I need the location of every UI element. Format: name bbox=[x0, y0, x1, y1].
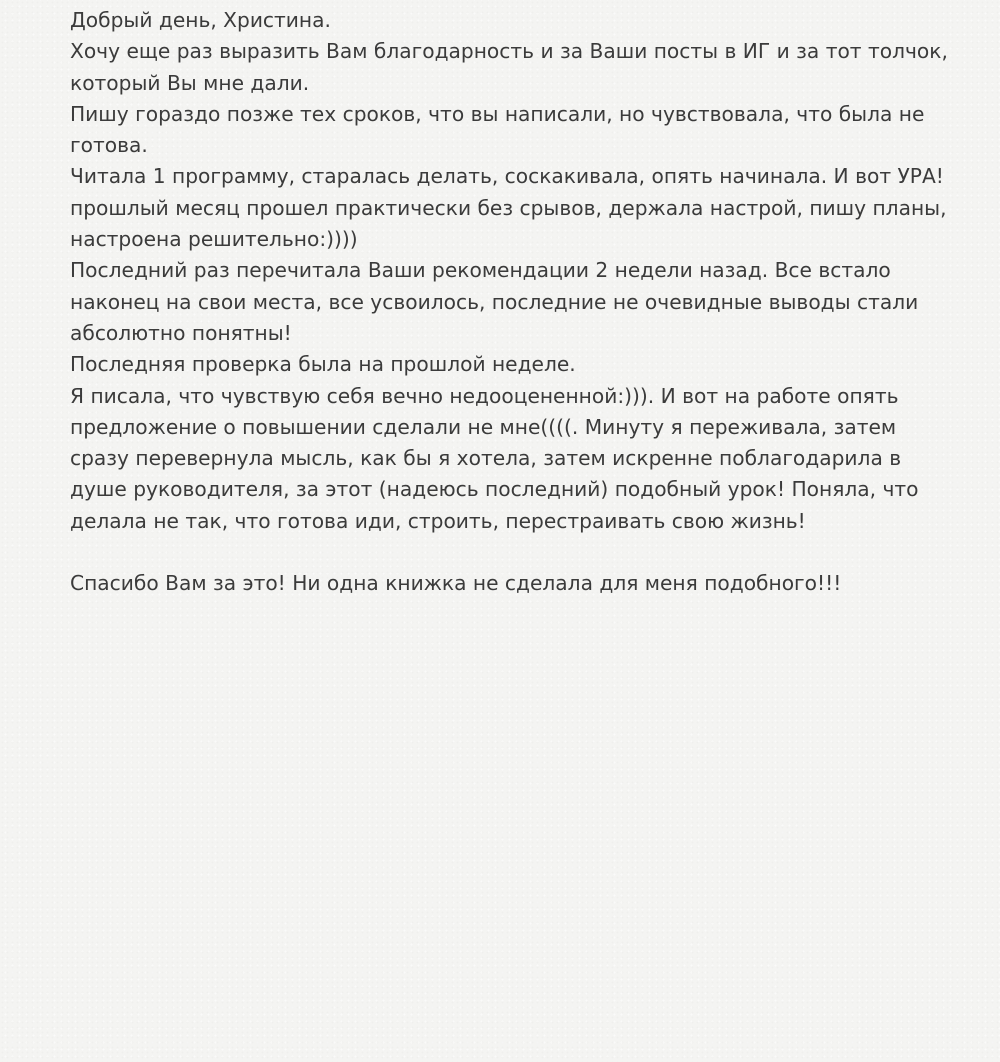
note-line: Я писала, что чувствую себя вечно недооцененной:))). И вот на работе опять bbox=[70, 383, 899, 408]
note-line: который Вы мне дали. bbox=[70, 70, 310, 95]
note-line: делала не так, что готова иди, строить, перестраивать свою жизнь! bbox=[70, 508, 806, 533]
note-body bbox=[70, 5, 950, 600]
note-line: Последний раз перечитала Ваши рекомендации 2 недели назад. Все встало bbox=[70, 258, 891, 283]
note-line: абсолютно понятны! bbox=[70, 320, 292, 345]
note-line: предложение о повышении сделали не мне((((. Минуту я переживала, затем bbox=[70, 414, 897, 439]
note-line: Читала 1 программу, старалась делать, соскакивала, опять начинала. И вот УРА! bbox=[70, 164, 944, 189]
note-line: настроена решительно:)))) bbox=[70, 227, 358, 252]
note-line: Последняя проверка была на прошлой неделе. bbox=[70, 352, 576, 377]
note-line: душе руководителя, за этот (надеюсь последний) подобный урок! Поняла, что bbox=[70, 477, 919, 502]
paragraph-gap bbox=[70, 537, 950, 568]
note-line: прошлый месяц прошел практически без срывов, держала настрой, пишу планы, bbox=[70, 195, 947, 220]
note-line: сразу перевернула мысль, как бы я хотела, затем искренне поблагодарила в bbox=[70, 446, 902, 471]
note-line: готова. bbox=[70, 133, 148, 158]
note-line: Пишу гораздо позже тех сроков, что вы написали, но чувствовала, что была не bbox=[70, 101, 925, 126]
note-closing: Спасибо Вам за это! Ни одна книжка не сделала для меня подобного!!! bbox=[70, 571, 842, 596]
note-line: наконец на свои места, все усвоилось, последние не очевидные выводы стали bbox=[70, 289, 919, 314]
note-greeting: Добрый день, Христина. bbox=[70, 8, 331, 32]
note-line: Хочу еще раз выразить Вам благодарность и за Ваши посты в ИГ и за тот толчок, bbox=[70, 39, 948, 64]
